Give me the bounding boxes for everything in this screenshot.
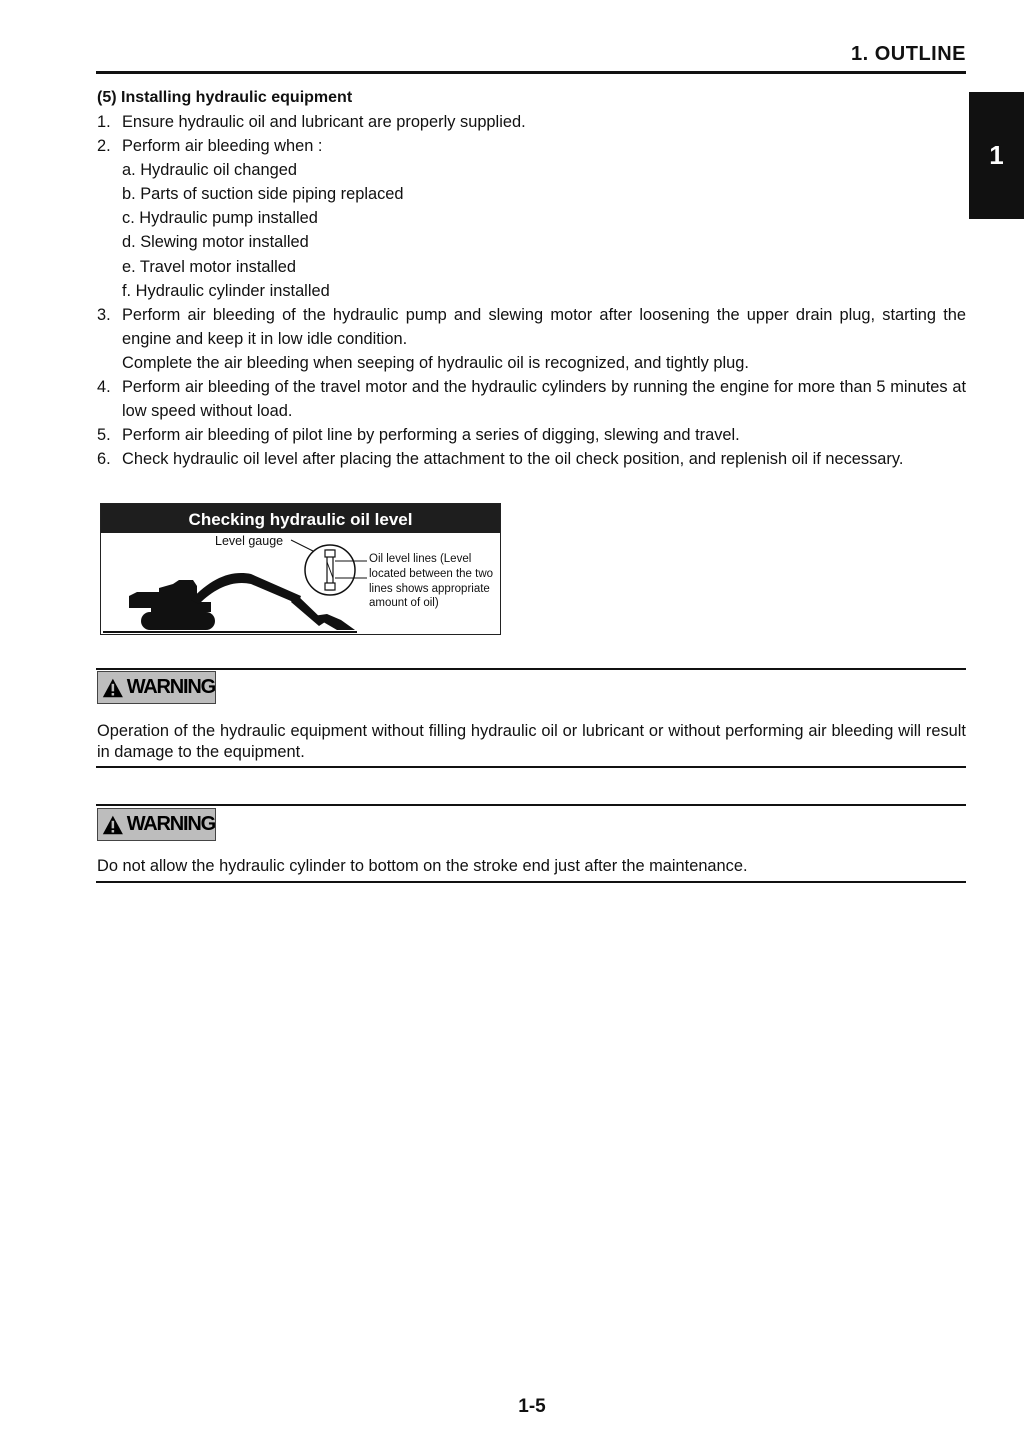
warning-2-text: Do not allow the hydraulic cylinder to bottom on the stroke end just after the maintenance. — [97, 857, 748, 875]
gauge-top-cap-icon — [325, 550, 335, 557]
procedure-list — [97, 110, 966, 471]
warning-triangle-icon — [102, 813, 124, 837]
substep-d: d. Slewing motor installed — [122, 233, 309, 252]
step-5 — [97, 423, 966, 447]
section-heading: (5) Installing hydraulic equipment — [97, 89, 353, 106]
step-4 — [97, 375, 966, 423]
step-number: 3. — [97, 305, 111, 324]
warning-label: WARNING — [126, 813, 215, 835]
page-number: 1-5 — [518, 1396, 546, 1417]
excavator-body-icon — [151, 602, 211, 612]
warning-1-text: Operation of the hydraulic equipment without filling hydraulic oil or lubricant or without performing air bleeding will result in damage to the equipment. — [97, 722, 966, 761]
substep-a: a. Hydraulic oil changed — [122, 161, 297, 180]
step-text: Check hydraulic oil level after placing the attachment to the oil check position, and replenish oil if necessary. — [122, 450, 904, 469]
step-3 — [97, 303, 966, 351]
step-number: 6. — [97, 450, 111, 469]
step-number: 2. — [97, 137, 111, 156]
step-text: Perform air bleeding of the hydraulic pump and slewing motor after loosening the upper drain plug, starting the engine and keep it in low idle condition. — [122, 305, 966, 348]
warning-triangle-icon — [102, 676, 124, 700]
oil-level-figure — [100, 503, 501, 635]
step-text: Perform air bleeding of the travel motor and the hydraulic cylinders by running the engine for more than 5 minutes at low speed without load. — [122, 378, 966, 421]
step-1 — [97, 110, 966, 134]
step-number: 1. — [97, 113, 111, 131]
substep-f: f. Hydraulic cylinder installed — [122, 281, 330, 300]
step-text: Ensure hydraulic oil and lubricant are properly supplied. — [122, 113, 526, 131]
step-3-continuation: Complete the air bleeding when seeping of hydraulic oil is recognized, and tightly plug. — [122, 353, 749, 372]
step-6 — [97, 447, 966, 471]
step-number: 4. — [97, 378, 111, 397]
warning-2-bottom-rule — [96, 881, 966, 883]
substep-b: b. Parts of suction side piping replaced — [122, 185, 404, 204]
figure-title: Checking hydraulic oil level — [101, 504, 500, 533]
warning-1-top-rule — [96, 668, 966, 670]
excavator-boom-icon — [191, 573, 301, 604]
level-gauge-label: Level gauge — [215, 534, 284, 548]
warning-2-top-rule — [96, 804, 966, 806]
step-2 — [97, 134, 966, 158]
step-number: 5. — [97, 426, 111, 445]
excavator-track-icon — [141, 612, 215, 630]
header-rule — [96, 71, 966, 74]
chapter-tab: 1 — [969, 92, 1024, 219]
warning-1-badge — [97, 671, 216, 704]
substep-e: e. Travel motor installed — [122, 257, 296, 276]
step-text: Perform air bleeding of pilot line by performing a series of digging, slewing and travel. — [122, 426, 740, 445]
substep-c: c. Hydraulic pump installed — [122, 209, 318, 228]
warning-label: WARNING — [126, 676, 215, 698]
oil-level-lines-label: Oil level lines (Level located between the two lines shows appropriate amount of oil) — [369, 553, 494, 610]
warning-2-badge — [97, 808, 216, 841]
page-header-title: 1. OUTLINE — [850, 43, 966, 65]
step-text: Perform air bleeding when : — [122, 137, 323, 156]
excavator-arm-icon — [291, 594, 325, 626]
gauge-bottom-cap-icon — [325, 583, 335, 590]
warning-1-bottom-rule — [96, 766, 966, 768]
